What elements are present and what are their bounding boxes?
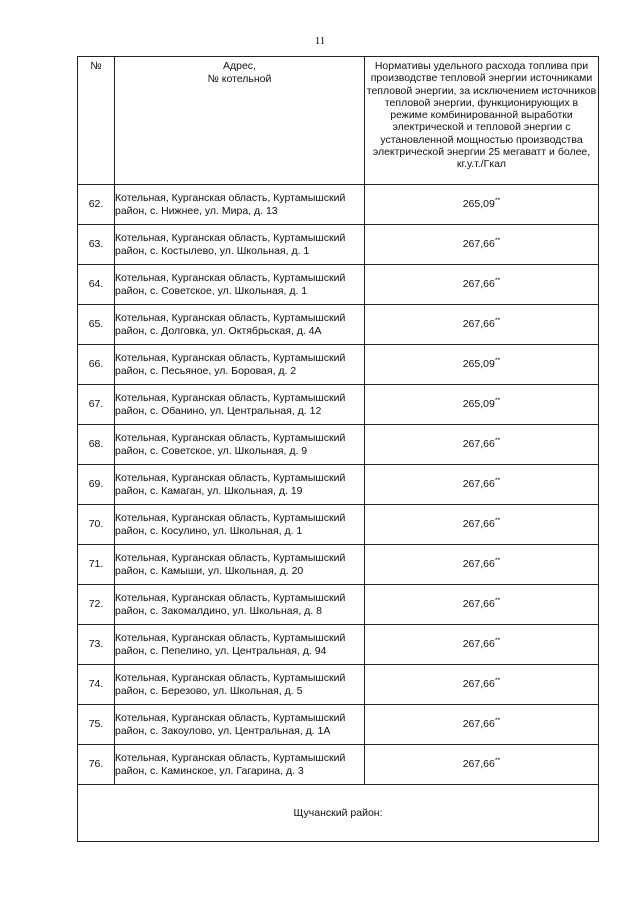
norm-value: 267,66	[462, 438, 495, 451]
footnote-mark: **	[494, 277, 501, 285]
footnote-mark: **	[494, 677, 501, 685]
row-address: Котельная, Курганская область, Куртамышский район, с. Камыши, ул. Школьная, д. 20	[115, 545, 365, 585]
footnote-mark: **	[494, 357, 501, 365]
row-number: 68.	[78, 425, 115, 465]
footnote-mark: **	[494, 517, 501, 525]
row-number: 67.	[78, 385, 115, 425]
norm-value: 265,09	[462, 198, 495, 211]
row-number: 75.	[78, 705, 115, 745]
row-norm	[365, 585, 599, 625]
table-row	[78, 305, 599, 345]
row-address: Котельная, Курганская область, Куртамышский район, с. Пепелино, ул. Центральная, д. 94	[115, 625, 365, 665]
footnote-mark: **	[494, 397, 501, 405]
table-row	[78, 265, 599, 305]
row-norm	[365, 425, 599, 465]
header-number: №	[78, 57, 115, 185]
table-row	[78, 385, 599, 425]
footnote-mark: **	[494, 317, 501, 325]
norm-value: 267,66	[462, 558, 495, 571]
header-address	[115, 57, 365, 185]
row-number: 74.	[78, 665, 115, 705]
row-norm	[365, 745, 599, 785]
norm-value: 267,66	[462, 238, 495, 251]
norm-value: 267,66	[462, 758, 495, 771]
fuel-norms-table	[77, 56, 599, 842]
table-row	[78, 505, 599, 545]
row-address: Котельная, Курганская область, Куртамышский район, с. Советское, ул. Школьная, д. 1	[115, 265, 365, 305]
section-label: Щучанский район:	[78, 785, 599, 842]
row-norm	[365, 505, 599, 545]
section-row	[78, 785, 599, 842]
row-norm	[365, 705, 599, 745]
row-address: Котельная, Курганская область, Куртамышский район, с. Советское, ул. Школьная, д. 9	[115, 425, 365, 465]
footnote-mark: **	[494, 597, 501, 605]
table-row	[78, 665, 599, 705]
row-address: Котельная, Курганская область, Куртамышский район, с. Костылево, ул. Школьная, д. 1	[115, 225, 365, 265]
header-address-line2: № котельной	[207, 72, 272, 85]
table-row	[78, 705, 599, 745]
row-number: 62.	[78, 185, 115, 225]
row-address: Котельная, Курганская область, Куртамышский район, с. Березово, ул. Школьная, д. 5	[115, 665, 365, 705]
footnote-mark: **	[494, 477, 501, 485]
row-number: 63.	[78, 225, 115, 265]
row-norm	[365, 465, 599, 505]
footnote-mark: **	[494, 237, 501, 245]
row-address: Котельная, Курганская область, Куртамышский район, с. Нижнее, ул. Мира, д. 13	[115, 185, 365, 225]
row-address: Котельная, Курганская область, Куртамышский район, с. Косулино, ул. Школьная, д. 1	[115, 505, 365, 545]
norm-value: 267,66	[462, 638, 495, 651]
norm-value: 265,09	[462, 358, 495, 371]
row-address: Котельная, Курганская область, Куртамышский район, с. Песьяное, ул. Боровая, д. 2	[115, 345, 365, 385]
row-number: 65.	[78, 305, 115, 345]
table-body	[78, 185, 599, 842]
row-norm	[365, 385, 599, 425]
header-address-line1: Адрес,	[223, 60, 256, 72]
table-header-row	[78, 57, 599, 185]
row-norm	[365, 625, 599, 665]
row-number: 64.	[78, 265, 115, 305]
norm-value: 265,09	[462, 398, 495, 411]
row-number: 72.	[78, 585, 115, 625]
norm-value: 267,66	[462, 318, 495, 331]
table-row	[78, 225, 599, 265]
norm-value: 267,66	[462, 718, 495, 731]
table-row	[78, 345, 599, 385]
norm-value: 267,66	[462, 278, 495, 291]
norm-value: 267,66	[462, 678, 495, 691]
row-norm	[365, 185, 599, 225]
norm-value: 267,66	[462, 518, 495, 531]
row-number: 70.	[78, 505, 115, 545]
norm-value: 267,66	[462, 478, 495, 491]
footnote-mark: **	[494, 717, 501, 725]
row-address: Котельная, Курганская область, Куртамышский район, с. Закомалдино, ул. Школьная, д. 8	[115, 585, 365, 625]
footnote-mark: **	[494, 637, 501, 645]
row-norm	[365, 545, 599, 585]
row-number: 69.	[78, 465, 115, 505]
footnote-mark: **	[494, 557, 501, 565]
row-number: 76.	[78, 745, 115, 785]
row-number: 73.	[78, 625, 115, 665]
table-row	[78, 585, 599, 625]
row-norm	[365, 305, 599, 345]
table-row	[78, 625, 599, 665]
row-address: Котельная, Курганская область, Куртамышский район, с. Каминское, ул. Гагарина, д. 3	[115, 745, 365, 785]
footnote-mark: **	[494, 757, 501, 765]
row-address: Котельная, Курганская область, Куртамышский район, с. Долговка, ул. Октябрьская, д. 4А	[115, 305, 365, 345]
row-number: 71.	[78, 545, 115, 585]
row-address: Котельная, Курганская область, Куртамышский район, с. Камаган, ул. Школьная, д. 19	[115, 465, 365, 505]
row-norm	[365, 345, 599, 385]
footnote-mark: **	[494, 437, 501, 445]
row-number: 66.	[78, 345, 115, 385]
table-row	[78, 545, 599, 585]
table-row	[78, 745, 599, 785]
row-norm	[365, 665, 599, 705]
row-address: Котельная, Курганская область, Куртамышский район, с. Закоулово, ул. Центральная, д. 1А	[115, 705, 365, 745]
table-row	[78, 465, 599, 505]
table-row	[78, 185, 599, 225]
norm-value: 267,66	[462, 598, 495, 611]
table-row	[78, 425, 599, 465]
footnote-mark: **	[494, 197, 501, 205]
row-address: Котельная, Курганская область, Куртамышский район, с. Обанино, ул. Центральная, д. 12	[115, 385, 365, 425]
row-norm	[365, 265, 599, 305]
row-norm	[365, 225, 599, 265]
page-number: 11	[314, 35, 326, 47]
header-norm: Нормативы удельного расхода топлива при производстве тепловой энергии источниками тепловой энергии, за исключением источников тепловой энергии, функционирующих в режиме комбинированной выработки электрической и тепловой энергии с установленной мощностью производства электрической энергии 25 мегаватт и более, кг.у.т./Гкал	[365, 57, 599, 185]
